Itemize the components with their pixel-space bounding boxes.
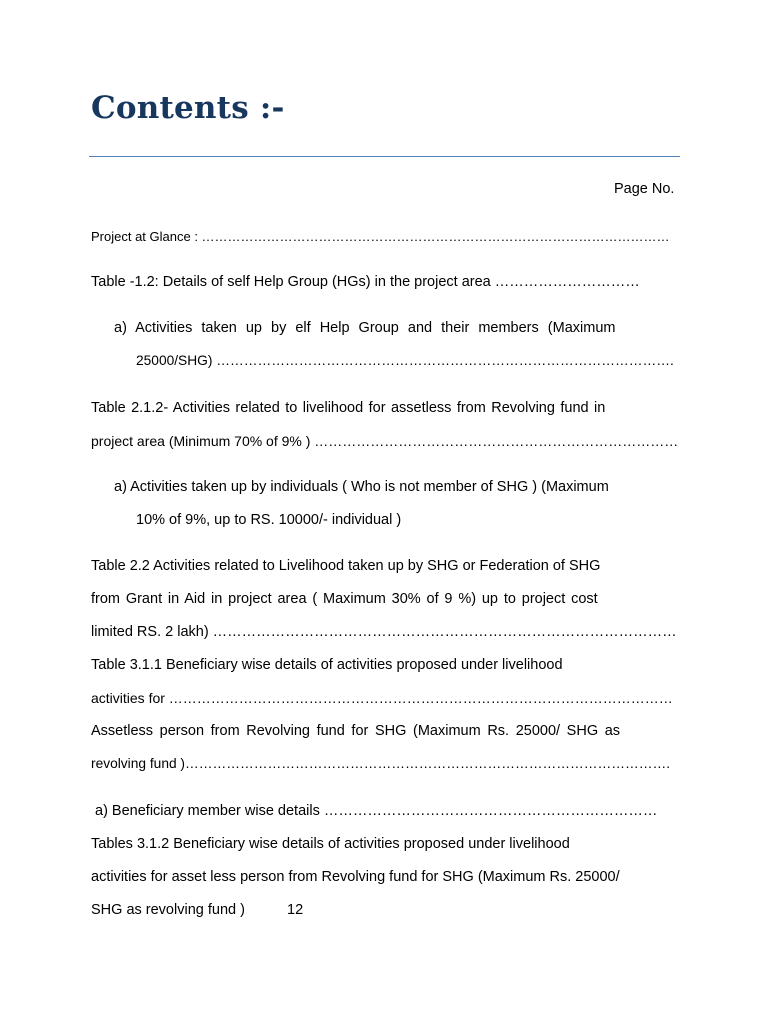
toc-entry-2-1-2-a-line1: a) Activities taken up by individuals ( Who is not member of SHG ) (Maximum xyxy=(114,479,609,495)
page-no-header: Page No. xyxy=(614,181,675,197)
toc-entry-table-1-2: Table -1.2: Details of self Help Group (HGs) in the project area ………………………… xyxy=(91,274,640,290)
toc-entry-project-at-glance: Project at Glance : ……………………………………………………………………………………………… xyxy=(91,229,670,244)
toc-entry-table-3-1-1-line2: activities for ……………………………………………………………………………………………… xyxy=(91,690,673,706)
toc-entry-table-2-2-line2: from Grant in Aid in project area ( Maximum 30% of 9 %) up to project cost xyxy=(91,591,598,607)
toc-entry-table-3-1-1-line4: revolving fund )……………………………………………………………………………………………. xyxy=(91,756,671,771)
toc-entry-1-2-a-line2: 25000/SHG) ………………………………………………………………………………………. xyxy=(136,353,674,368)
toc-entry-table-3-1-1-line3: Assetless person from Revolving fund for SHG (Maximum Rs. 25000/ SHG as xyxy=(91,723,621,739)
contents-title: Contents :- xyxy=(91,90,285,126)
title-divider xyxy=(89,156,680,157)
toc-entry-table-2-2-line1: Table 2.2 Activities related to Livelihood taken up by SHG or Federation of SHG xyxy=(91,558,601,574)
toc-entry-3-1-1-a: a) Beneficiary member wise details …………………………………………………………… xyxy=(95,803,658,819)
toc-entry-tables-3-1-2-line3: SHG as revolving fund ) xyxy=(91,902,245,918)
toc-entry-table-2-1-2-line1: Table 2.1.2- Activities related to livelihood for assetless from Revolving fund in xyxy=(91,400,606,416)
toc-entry-1-2-a-line1: a) Activities taken up by elf Help Group and their members (Maximum xyxy=(114,320,616,336)
toc-entry-table-3-1-1-line1: Table 3.1.1 Beneficiary wise details of activities proposed under livelihood xyxy=(91,657,563,673)
toc-entry-tables-3-1-2-page-number: 12 xyxy=(287,902,304,918)
toc-entry-tables-3-1-2-line1: Tables 3.1.2 Beneficiary wise details of activities proposed under livelihood xyxy=(91,836,570,852)
toc-entry-table-2-2-line3: limited RS. 2 lakh) …………………………………………………………………………………… xyxy=(91,624,677,640)
toc-entry-tables-3-1-2-line2: activities for asset less person from Revolving fund for SHG (Maximum Rs. 25000/ xyxy=(91,869,620,885)
toc-entry-2-1-2-a-line2: 10% of 9%, up to RS. 10000/- individual ) xyxy=(136,512,402,528)
toc-entry-table-2-1-2-line2: project area (Minimum 70% of 9% ) …………………………………………………………………… xyxy=(91,433,679,449)
